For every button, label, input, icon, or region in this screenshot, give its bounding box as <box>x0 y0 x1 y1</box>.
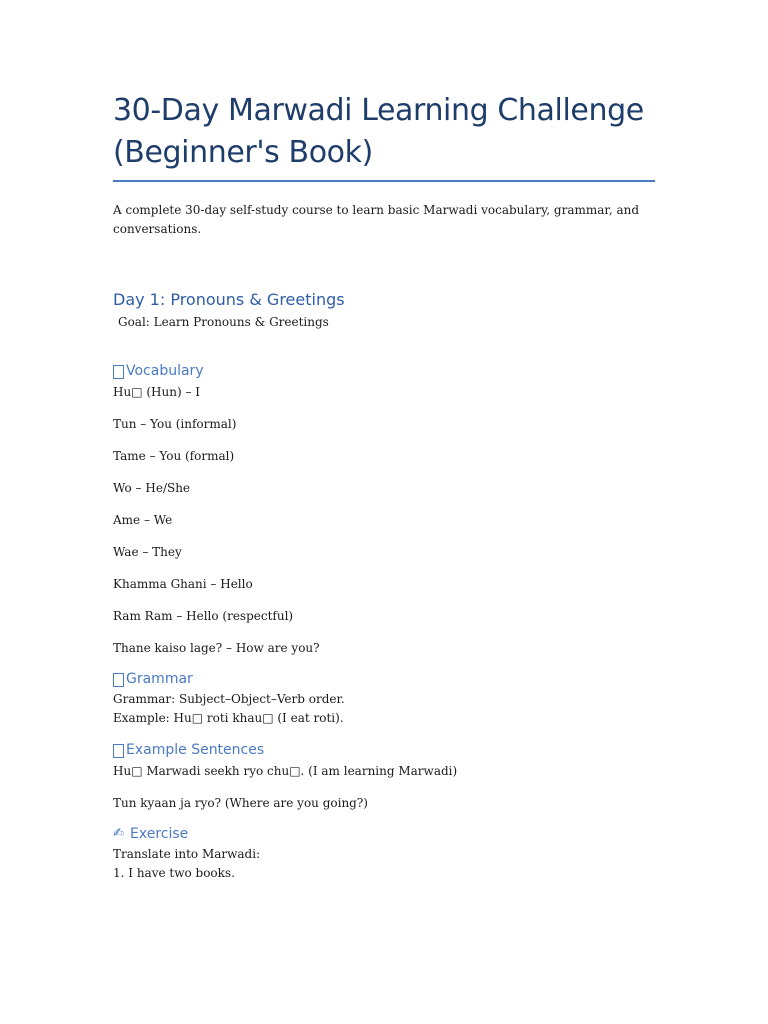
day-1-goal: Goal: Learn Pronouns & Greetings <box>118 315 329 329</box>
intro-line-2: conversations. <box>113 222 202 236</box>
book-icon <box>113 365 124 379</box>
grammar-heading-label: Grammar <box>126 671 193 687</box>
document-title <box>113 90 655 174</box>
example-sentences-heading <box>113 740 655 760</box>
exercise-text <box>113 845 655 883</box>
exercise-line-2: 1. I have two books. <box>113 866 235 880</box>
list-item: Tun – You (informal) <box>113 417 237 431</box>
title-line-2: (Beginner's Book) <box>113 135 373 170</box>
title-underline <box>113 180 655 182</box>
list-item: Wae – They <box>113 545 182 559</box>
grammar-line-1: Grammar: Subject–Object–Verb order. <box>113 692 345 706</box>
intro-paragraph <box>113 201 655 239</box>
speech-icon <box>113 744 124 758</box>
vocabulary-heading <box>113 361 655 381</box>
exercise-heading-label: Exercise <box>130 826 189 842</box>
exercise-heading <box>113 824 655 844</box>
list-item: Wo – He/She <box>113 481 191 495</box>
exercise-line-1: Translate into Marwadi: <box>113 847 261 861</box>
grammar-icon <box>113 673 124 687</box>
list-item: Thane kaiso lage? – How are you? <box>113 641 320 655</box>
day-1-heading: Day 1: Pronouns & Greetings <box>113 290 345 309</box>
vocabulary-list <box>113 383 655 657</box>
intro-line-1: A complete 30-day self-study course to learn basic Marwadi vocabulary, grammar, and <box>113 203 640 217</box>
list-item: Khamma Ghani – Hello <box>113 577 253 591</box>
grammar-heading <box>113 669 655 689</box>
document-content <box>113 90 655 883</box>
list-item: Tun kyaan ja ryo? (Where are you going?) <box>113 796 368 810</box>
grammar-line-2: Example: Hu□ roti khau□ (I eat roti). <box>113 711 344 725</box>
list-item: Hu□ (Hun) – I <box>113 385 200 399</box>
grammar-text <box>113 690 655 728</box>
example-sentences-heading-label: Example Sentences <box>126 742 265 758</box>
pencil-icon: ✍ <box>113 826 124 841</box>
vocabulary-heading-label: Vocabulary <box>126 363 204 379</box>
list-item: Hu□ Marwadi seekh ryo chu□. (I am learning Marwadi) <box>113 764 458 778</box>
title-line-1: 30-Day Marwadi Learning Challenge <box>113 93 644 128</box>
example-sentences-list <box>113 762 655 812</box>
list-item: Ame – We <box>113 513 173 527</box>
list-item: Ram Ram – Hello (respectful) <box>113 609 294 623</box>
list-item: Tame – You (formal) <box>113 449 235 463</box>
